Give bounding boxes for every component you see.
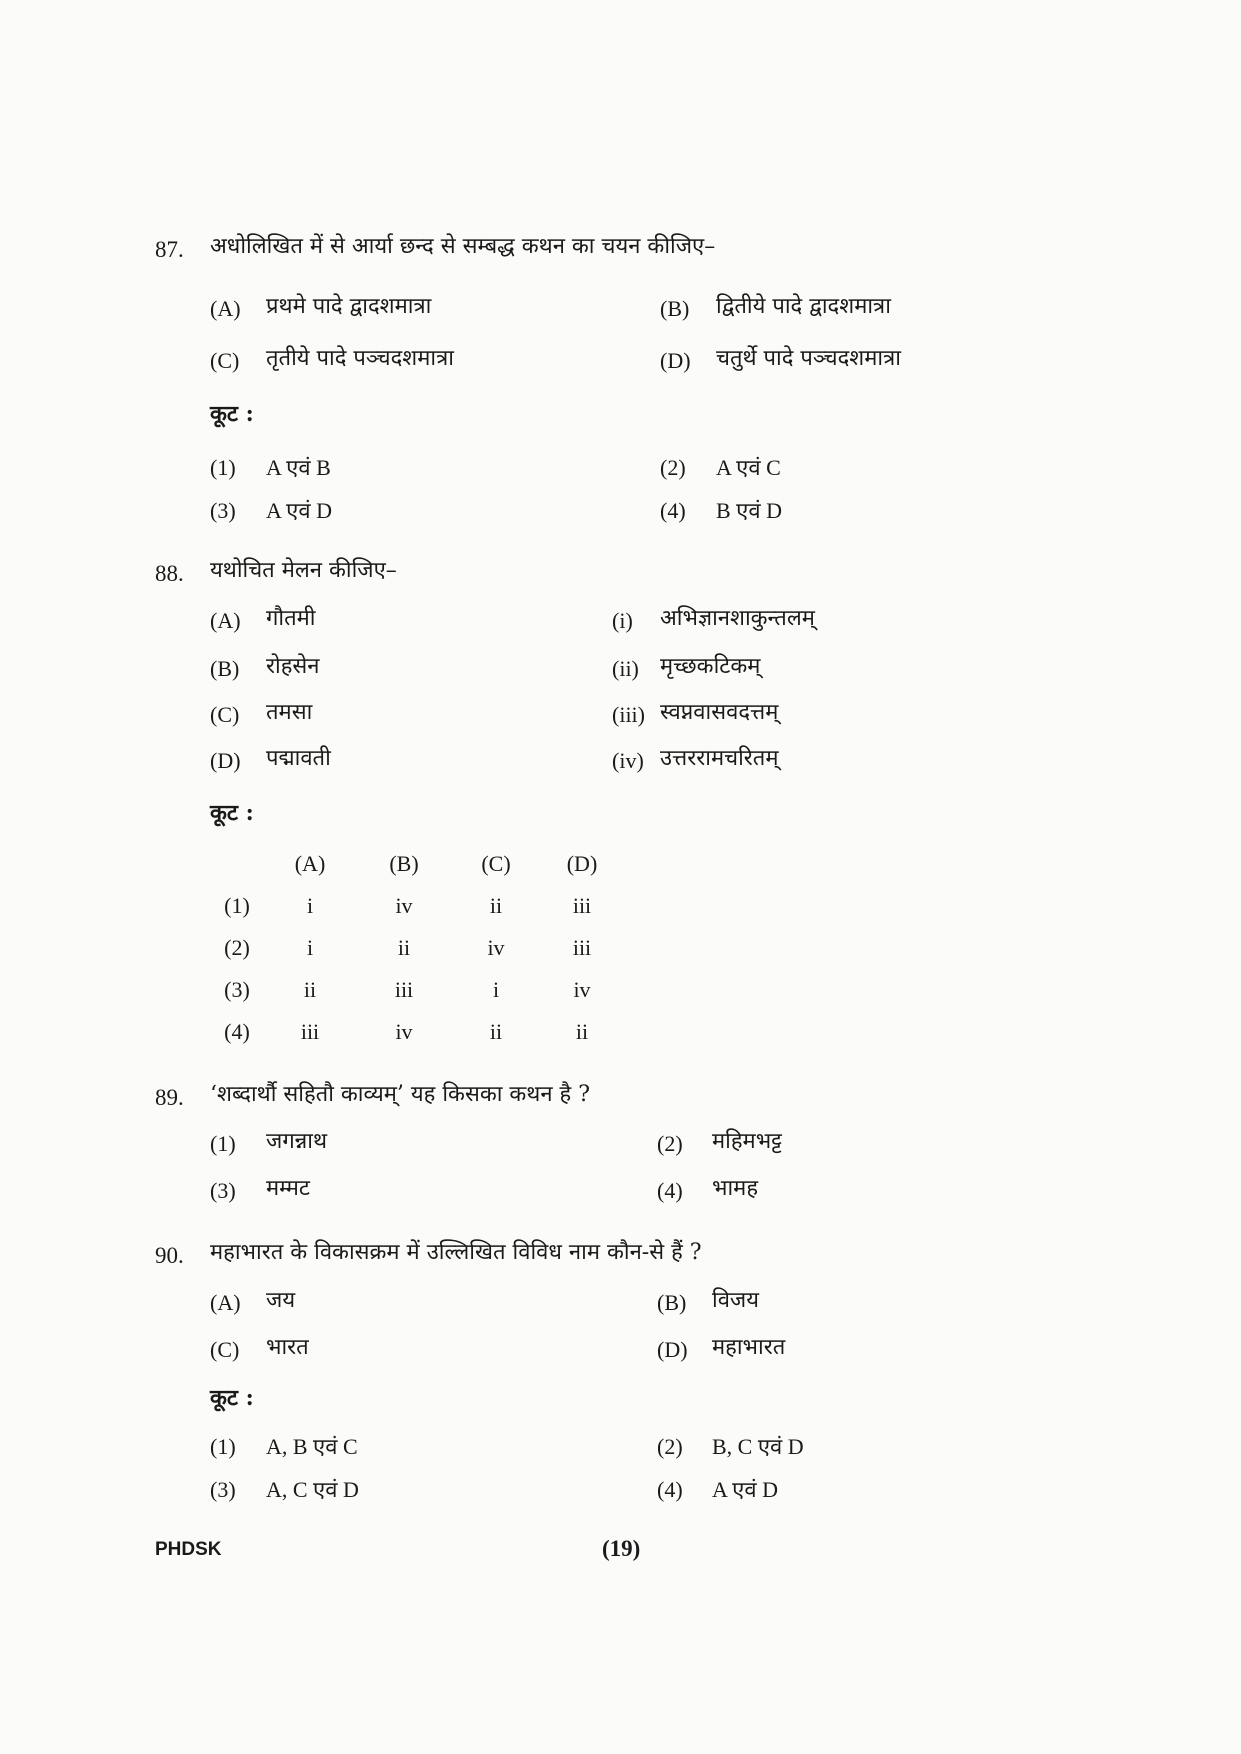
match-left-text: रोहसेन: [266, 654, 320, 679]
match-right-label: (i): [612, 608, 633, 633]
table-header: (B): [389, 851, 419, 876]
match-right-text: अभिज्ञानशाकुन्तलम्: [660, 606, 815, 631]
table-cell: iv: [487, 935, 505, 960]
option-label: (D): [660, 348, 691, 373]
table-cell: ii: [303, 977, 317, 1002]
table-row-label: (2): [224, 935, 250, 960]
match-left-label: (C): [210, 702, 240, 727]
option-label: (1): [210, 1131, 236, 1156]
question-text: महाभारत के विकासक्रम में उल्लिखित विविध नाम कौन-से हैं ?: [210, 1240, 702, 1265]
answer-text: A एवं B: [266, 455, 331, 480]
table-cell: iii: [572, 935, 592, 960]
answer-label: (2): [657, 1434, 683, 1459]
question-text: यथोचित मेलन कीजिए–: [210, 558, 397, 583]
koot-heading: कूट :: [210, 401, 254, 427]
option-label: (4): [657, 1178, 683, 1203]
match-left-text: पद्मावती: [266, 746, 331, 771]
answer-label: (4): [657, 1477, 683, 1502]
question-number: 88.: [155, 561, 184, 586]
table-cell: iii: [394, 977, 414, 1002]
table-cell: ii: [489, 1019, 503, 1044]
table-row-label: (1): [224, 893, 250, 918]
table-cell: i: [306, 893, 314, 918]
koot-heading: कूट :: [210, 1385, 254, 1411]
match-left-label: (B): [210, 656, 240, 681]
table-row-label: (3): [224, 977, 250, 1002]
match-right-text: स्वप्नवासवदत्तम्: [660, 700, 779, 725]
match-right-text: उत्तररामचरितम्: [660, 746, 779, 771]
option-label: (A): [210, 1290, 241, 1315]
answer-text: A एवं C: [716, 455, 781, 480]
option-label: (3): [210, 1178, 236, 1203]
option-label: (D): [657, 1337, 688, 1362]
option-text: चतुर्थे पादे पञ्चदशमात्रा: [716, 346, 901, 371]
question-text: ‘शब्दार्थौ सहितौ काव्यम्’ यह किसका कथन है ?: [210, 1082, 591, 1107]
answer-label: (1): [210, 1434, 236, 1459]
answer-text: A एवं D: [266, 498, 332, 523]
option-text: भारत: [266, 1335, 309, 1360]
match-left-label: (A): [210, 608, 241, 633]
match-right-text: मृच्छकटिकम्: [660, 654, 761, 679]
table-header: (D): [566, 851, 598, 876]
option-label: (B): [660, 296, 690, 321]
table-cell: ii: [575, 1019, 589, 1044]
option-text: जगन्नाथ: [266, 1129, 328, 1154]
table-cell: i: [306, 935, 314, 960]
match-left-text: गौतमी: [266, 606, 316, 631]
table-header: (C): [481, 851, 511, 876]
answer-text: B, C एवं D: [712, 1434, 804, 1459]
table-cell: iii: [300, 1019, 320, 1044]
answer-text: A, B एवं C: [266, 1434, 358, 1459]
table-cell: iv: [395, 893, 413, 918]
table-cell: iv: [573, 977, 591, 1002]
answer-label: (2): [660, 455, 686, 480]
option-text: प्रथमे पादे द्वादशमात्रा: [266, 294, 432, 319]
question-text: अधोलिखित में से आर्या छन्द से सम्बद्ध कथन का चयन कीजिए–: [210, 234, 716, 259]
option-label: (B): [657, 1290, 687, 1315]
answer-label: (3): [210, 498, 236, 523]
option-text: मम्मट: [266, 1176, 310, 1201]
paper-code: PHDSK: [155, 1539, 222, 1560]
question-number: 89.: [155, 1085, 184, 1110]
match-left-label: (D): [210, 748, 241, 773]
option-label: (A): [210, 296, 241, 321]
table-cell: iii: [572, 893, 592, 918]
option-label: (2): [657, 1131, 683, 1156]
table-cell: ii: [489, 893, 503, 918]
answer-label: (1): [210, 455, 236, 480]
answer-text: A एवं D: [712, 1477, 778, 1502]
question-number: 90.: [155, 1243, 184, 1268]
option-text: तृतीये पादे पञ्चदशमात्रा: [266, 346, 454, 371]
koot-heading: कूट :: [210, 800, 254, 826]
match-right-label: (ii): [612, 656, 639, 681]
option-text: भामह: [712, 1176, 759, 1201]
answer-label: (4): [660, 498, 686, 523]
match-right-label: (iv): [612, 748, 644, 773]
option-text: महिमभट्ट: [712, 1129, 782, 1154]
answer-text: A, C एवं D: [266, 1477, 359, 1502]
question-number: 87.: [155, 237, 184, 262]
table-header: (A): [294, 851, 326, 876]
option-label: (C): [210, 348, 240, 373]
option-text: जय: [266, 1288, 296, 1313]
table-cell: iv: [395, 1019, 413, 1044]
match-left-text: तमसा: [266, 700, 313, 725]
page-number: (19): [602, 1536, 641, 1561]
option-text: महाभारत: [712, 1335, 786, 1360]
answer-text: B एवं D: [716, 498, 782, 523]
table-cell: i: [492, 977, 500, 1002]
match-right-label: (iii): [612, 702, 645, 727]
option-label: (C): [210, 1337, 240, 1362]
option-text: द्वितीये पादे द्वादशमात्रा: [716, 294, 891, 319]
option-text: विजय: [712, 1288, 760, 1313]
answer-label: (3): [210, 1477, 236, 1502]
table-row-label: (4): [224, 1019, 250, 1044]
table-cell: ii: [397, 935, 411, 960]
